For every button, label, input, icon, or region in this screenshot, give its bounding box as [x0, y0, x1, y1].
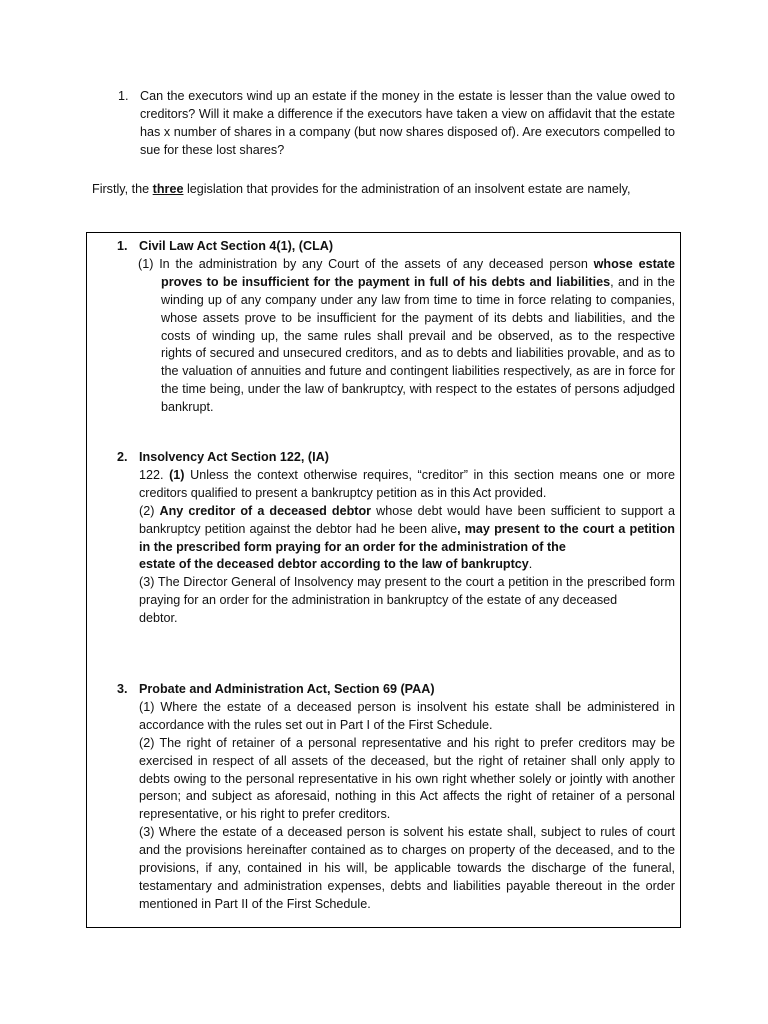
intro-text-end: legislation that provides for the administration of an insolvent estate are namely,: [183, 182, 631, 196]
legislation-section-cla: [117, 238, 675, 417]
section-number: 2.: [117, 450, 128, 464]
clause-1: [117, 256, 675, 417]
clause-2: (2) The right of retainer of a personal representative and his right to prefer creditors may be exercised in respect of all assets of the deceased, but the right of retainer shall only apply to debts owing to the personal representative in his own right whether solely or jointly with another person; and subject as aforesaid, nothing in this Act affects the right of retainer of a personal representative, or his right to prefer creditors.: [139, 735, 675, 822]
section-title: Probate and Administration Act, Section 69 (PAA): [139, 682, 435, 696]
legislation-section-paa: [117, 681, 675, 914]
section-title: Insolvency Act Section 122, (IA): [139, 450, 329, 464]
clause-2-continuation: [117, 556, 675, 574]
clause-text: .: [528, 557, 533, 572]
intro-underlined-word: three: [152, 182, 184, 196]
clause-bold-text: , may present to the court a petition in the prescribed form praying for an order for the administration of the: [139, 521, 675, 554]
clause-bold-text: whose estate proves to be insufficient for the payment in full of his debts and liabilities: [161, 256, 676, 289]
question-item: [118, 88, 675, 160]
clause-label: (1): [138, 256, 160, 271]
clause-label: (2): [139, 503, 160, 518]
clause-3-continuation: debtor.: [139, 611, 178, 626]
question-text: Can the executors wind up an estate if the money in the estate is lesser than the value owed to creditors? Will it make a difference if the executors have taken a view on affidavit that the estate has x number of shares in a company (but now shares disposed of). Are executors compelled to sue for these lost shares?: [140, 89, 675, 157]
clause-prefix: 122.: [139, 467, 170, 482]
intro-paragraph: [92, 181, 674, 199]
section-number: 3.: [117, 682, 128, 696]
clause-text: whose debt would have been sufficient to support a bankruptcy petition against the debtor had he been alive: [139, 503, 676, 536]
clause-text: In the administration by any Court of the assets of any deceased person: [159, 256, 594, 271]
clause-text: , and in the winding up of any company under any law from time to time in force relating to companies, whose assets prove to be insufficient for the payment of its debts and liabilities, and the costs of winding up, the same rules shall prevail and be observed, as to the respective rights of secured and unsecured creditors, and as to debts and liabilities provable, and as to the valuation of annuities and future and contingent liabilities respectively, as are in force for the time being, under the law of bankruptcy, with respect to the estates of persons adjudged bankrupt.: [161, 274, 675, 415]
section-number: 1.: [117, 239, 128, 253]
legislation-box: [86, 232, 681, 928]
clause-1: (1) Where the estate of a deceased person is insolvent his estate shall be administered in accordance with the rules set out in Part I of the First Schedule.: [139, 699, 675, 732]
clause-3: (3) Where the estate of a deceased person is solvent his estate shall, subject to rules of court and the provisions hereinafter contained as to charges on property of the deceased, and to the provisions, if any, contained in his will, be applicable towards the discharge of the funeral, testamentary and administration expenses, debts and liabilities payable thereout in the order mentioned in Part II of the First Schedule.: [139, 825, 675, 911]
clause-1: [117, 467, 675, 503]
clause-3: (3) The Director General of Insolvency may present to the court a petition in the prescribed form praying for an order for the administration in bankruptcy of the estate of any deceased: [139, 575, 675, 608]
clause-bold-text: Any creditor of a deceased debtor: [159, 503, 372, 518]
section-heading: [117, 238, 675, 256]
clause-2: [117, 503, 675, 557]
clause-bold-text: (1): [169, 467, 185, 482]
intro-text-start: Firstly, the: [92, 182, 153, 196]
clause-bold-text: estate of the deceased debtor according to the law of bankruptcy: [139, 557, 529, 572]
section-title: Civil Law Act Section 4(1), (CLA): [139, 239, 334, 253]
legislation-section-ia: [117, 449, 675, 628]
clause-text: Unless the context otherwise requires, “creditor” in this section means one or more creditors qualified to present a bankruptcy petition as in this Act provided.: [139, 467, 676, 500]
question-number: 1.: [118, 89, 129, 103]
section-heading: [117, 681, 675, 699]
section-heading: [117, 449, 675, 467]
